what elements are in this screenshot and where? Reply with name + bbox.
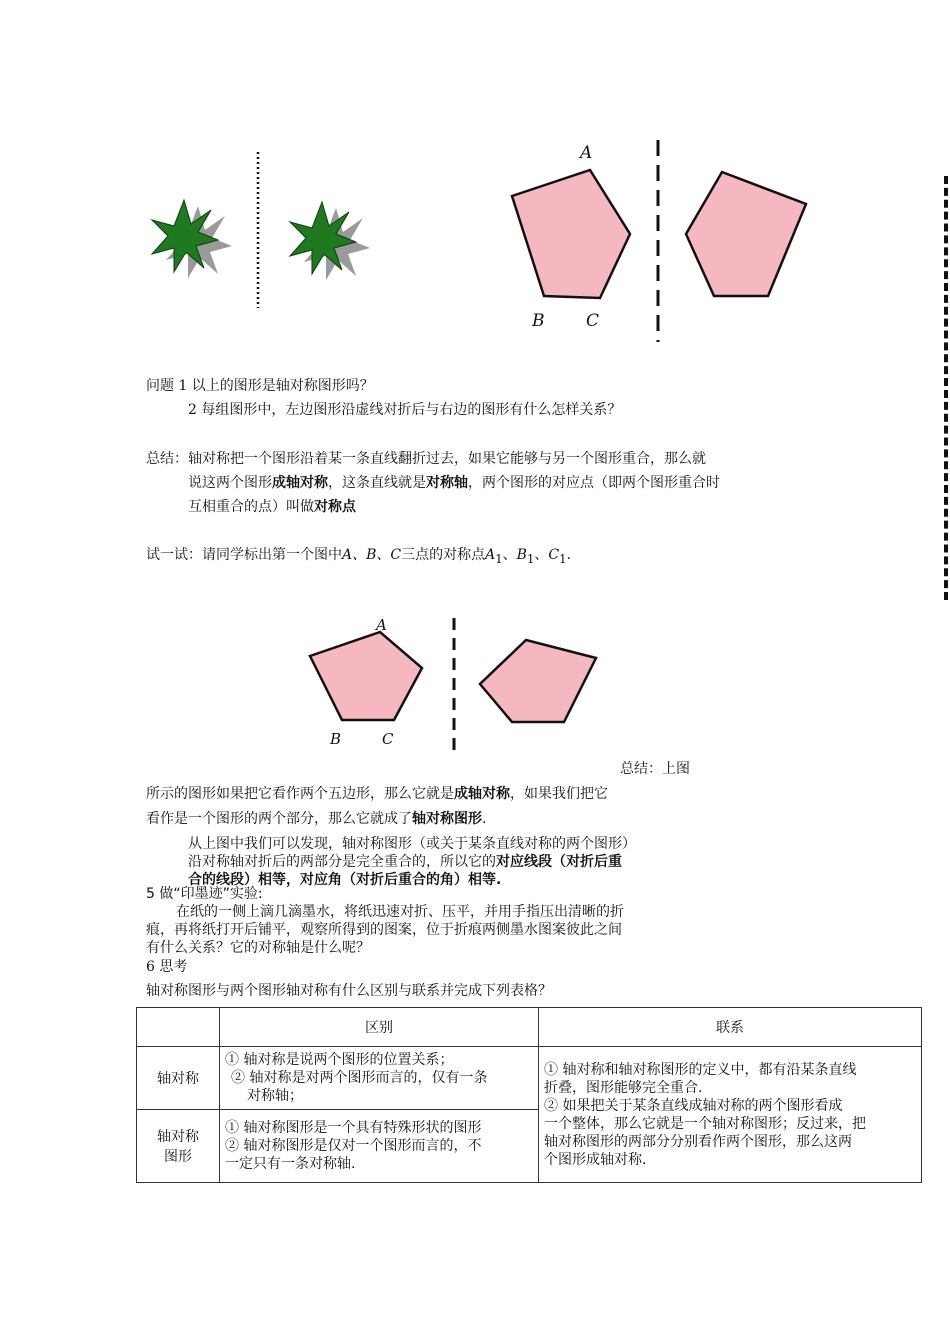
text: 折叠，图形能够完全重合. (544, 1079, 703, 1096)
point-a1: A (485, 547, 496, 563)
text: 轴对称 (157, 1129, 199, 1145)
row-head-axial-symmetry: 轴对称 (137, 1047, 220, 1110)
leaf-figure (140, 140, 380, 320)
text: . (482, 811, 487, 827)
ink-line-1: 在纸的一侧上滴几滴墨水，将纸迅速对折、压平，并用手指压出清晰的折 (176, 904, 624, 920)
table-header-row (137, 1008, 922, 1047)
text: 对称轴； (247, 1088, 303, 1104)
subscript: 1 (526, 551, 535, 566)
question-2-line: 2 每组图形中，左边图形沿虚线对折后与右边的图形有什么怎样关系？ (188, 402, 622, 418)
text: ② 轴对称是对两个图形而言的，仅有一条 (231, 1070, 488, 1086)
text: ① 轴对称和轴对称图形的定义中，都有沿某条直线 (544, 1061, 857, 1078)
text: 沿对称轴对折后的两部分是完全重合的，所以它的 (188, 854, 496, 870)
text: 说这两个图形 (188, 475, 272, 491)
points-abc: A、B、C (342, 547, 402, 563)
pentagon-left (310, 632, 422, 720)
text: 三点的对称点 (401, 547, 486, 563)
label-C: C (382, 730, 394, 748)
term-axial-symmetry: 成轴对称 (454, 786, 510, 802)
text: . (566, 547, 571, 563)
text: ① 轴对称是说两个图形的位置关系； (225, 1052, 454, 1068)
cell-diff-axial-symmetry (220, 1047, 539, 1110)
header-connection: 联系 (539, 1008, 922, 1047)
text: 所示的图形如果把它看作两个五边形，那么它就是 (146, 786, 454, 802)
text: 轴对称图形的两部分分别看作两个图形，那么这两 (544, 1133, 852, 1150)
text: ，两个图形的对应点（即两个图形重合时 (468, 475, 720, 491)
think-question: 轴对称图形与两个图形轴对称有什么区别与联系并完成下列表格？ (146, 983, 552, 999)
label-C: C (586, 311, 600, 331)
cell-connection (539, 1047, 922, 1183)
cell-diff-axisymmetric-figure (220, 1110, 539, 1183)
text: 图形 (164, 1149, 192, 1165)
text: 看作是一个图形的两个部分，那么它就成了 (146, 811, 412, 827)
point-c1: C (548, 547, 560, 563)
sep: 、 (502, 547, 517, 563)
text: 一个整体，那么它就是一个轴对称图形；反过来，把 (544, 1115, 866, 1132)
text: 互相重合的点）叫做 (188, 499, 314, 515)
summary-2-line-2 (146, 809, 486, 829)
text: 个图形成轴对称. (544, 1151, 647, 1168)
ink-line-2: 痕，再将纸打开后铺平，观察所得到的图案，位于折痕两侧墨水图案彼此之间 (146, 922, 622, 938)
header-blank (137, 1008, 220, 1047)
summary-2-right: 总结：上图 (620, 761, 690, 777)
sep: 、 (534, 547, 549, 563)
pentagon-left (512, 170, 630, 298)
ink-title: 5 做“印墨迹”实验: (146, 886, 263, 902)
label-A: A (376, 616, 387, 634)
label-B: B (330, 730, 342, 748)
term-axisymmetric-figure: 轴对称图形 (412, 811, 482, 827)
pentagon-figure-large (500, 130, 820, 350)
summary-1-line-1: 总结：轴对称把一个图形沿着某一条直线翻折过去，如果它能够与另一个图形重合，那么就 (146, 451, 706, 467)
label-B: B (532, 311, 545, 331)
pentagon-right (480, 640, 596, 722)
summary-2-line-1 (146, 784, 608, 804)
text: 一定只有一条对称轴. (225, 1156, 356, 1172)
think-title: 6 思考 (146, 959, 188, 975)
term-axial-symmetry: 成轴对称 (272, 475, 328, 491)
page-edge-dashed-border (944, 176, 948, 600)
text: 试一试：请同学标出第一个图中 (146, 547, 342, 563)
row-head-axisymmetric-figure (137, 1110, 220, 1183)
text: ② 轴对称图形是仅对一个图形而言的，不 (225, 1138, 482, 1154)
text: ② 如果把关于某条直线成轴对称的两个图形看成 (544, 1097, 843, 1114)
text: ① 轴对称图形是一个具有特殊形状的图形 (225, 1120, 482, 1136)
term-symmetric-point: 对称点 (314, 499, 356, 515)
subscript: 1 (495, 551, 503, 566)
label-A: A (580, 143, 593, 163)
text: ，如果我们把它 (510, 786, 608, 802)
summary-1-line-3 (188, 497, 356, 517)
ink-line-3: 有什么关系？它的对称轴是什么呢？ (146, 940, 370, 956)
term-corresponding-segment: 对应线段（对折后重 (496, 854, 622, 870)
discovery-line-2 (188, 852, 622, 872)
subscript: 1 (559, 551, 567, 566)
question-1-line: 问题 1 以上的图形是轴对称图形吗？ (146, 378, 374, 394)
comparison-table (136, 1007, 922, 1183)
pentagon-figure-small (300, 612, 610, 758)
point-b1: B (516, 547, 527, 563)
pentagon-right (686, 172, 806, 296)
term-equal: 合的线段）相等，对应角（对折后重合的角）相等. (188, 872, 502, 888)
term-symmetry-axis: 对称轴 (426, 475, 468, 491)
discovery-line-1: 从上图中我们可以发现，轴对称图形（或关于某条直线对称的两个图形） (188, 836, 636, 852)
summary-1-line-2 (188, 473, 720, 493)
header-difference: 区别 (220, 1008, 539, 1047)
table-row (137, 1047, 922, 1110)
try-it-line (146, 545, 571, 569)
text: ，这条直线就是 (328, 475, 426, 491)
